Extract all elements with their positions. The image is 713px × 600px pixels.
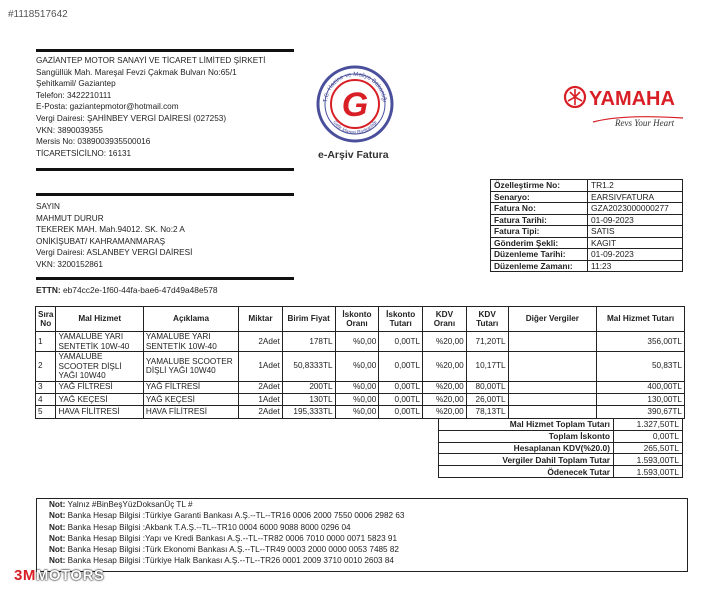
meta-value: 01-09-2023 — [588, 214, 683, 226]
seller-address-1: Sangüllük Mah. Mareşal Fevzi Çakmak Bulvarı No:65/1 — [36, 67, 237, 77]
meta-key: Fatura No: — [491, 203, 588, 215]
item-cell — [508, 406, 597, 418]
buyer-address-2: ONİKİŞUBAT/ KAHRAMANMARAŞ — [36, 236, 166, 246]
seller-mersis: Mersis No: 0389003935500016 — [36, 137, 151, 147]
item-cell: 0,00TL — [379, 406, 423, 418]
buyer-bottom-rule — [36, 277, 294, 280]
item-row — [36, 352, 685, 382]
meta-row — [491, 203, 683, 215]
item-cell: 1 — [36, 332, 56, 352]
item-cell: 2Adet — [239, 406, 283, 418]
item-cell: %20,00 — [423, 332, 467, 352]
seller-email: E-Posta: gaziantepmotor@hotmail.com — [36, 102, 179, 112]
item-cell — [508, 352, 597, 382]
totals-value: 1.593,00TL — [614, 454, 683, 466]
note-text: Banka Hesap Bilgisi :Türkiye Halk Bankası A.Ş.--TL--TR26 0001 2009 3710 0010 2603 84 — [67, 556, 394, 566]
meta-key: Fatura Tipi: — [491, 226, 588, 238]
item-cell: 0,00TL — [379, 381, 423, 393]
note-label: Not: — [49, 533, 66, 543]
gib-letter: G — [341, 86, 369, 124]
item-cell: YAĞ FİLTRESİ — [56, 381, 143, 393]
note-label: Not: — [49, 545, 66, 555]
item-cell: 0,00TL — [379, 393, 423, 405]
item-cell: YAMALUBE YARI SENTETİK 10W-40 — [143, 332, 238, 352]
totals-value: 265,50TL — [614, 442, 683, 454]
item-cell: 200TL — [282, 381, 335, 393]
item-cell — [508, 381, 597, 393]
items-header-cell: Sıra No — [36, 307, 56, 332]
totals-value: 1.593,00TL — [614, 466, 683, 478]
seller-trade-reg: TİCARETSİCİLNO: 16131 — [36, 148, 132, 158]
item-cell: 26,00TL — [466, 393, 508, 405]
meta-value: 11:23 — [588, 260, 683, 272]
note-line — [37, 533, 687, 544]
gib-seal-logo — [315, 64, 395, 144]
photo-id: #1118517642 — [8, 9, 68, 20]
item-cell: 195,333TL — [282, 406, 335, 418]
note-line — [37, 499, 687, 510]
item-cell: 390,67TL — [597, 406, 685, 418]
totals-key: Ödenecek Tutar — [439, 466, 614, 478]
seller-tax-office: Vergi Dairesi: ŞAHİNBEY VERGİ DAİRESİ (027253) — [36, 113, 227, 123]
note-label: Not: — [49, 556, 66, 566]
totals-key: Mal Hizmet Toplam Tutarı — [439, 419, 614, 431]
item-cell: 130,00TL — [597, 393, 685, 405]
invoice-meta-table — [490, 179, 683, 272]
item-cell: HAVA FİLİTRESİ — [56, 406, 143, 418]
meta-key: Senaryo: — [491, 191, 588, 203]
totals-row — [439, 454, 683, 466]
document-title: e-Arşiv Fatura — [318, 149, 389, 161]
item-row — [36, 381, 685, 393]
item-cell: YAĞ FİLTRESİ — [143, 381, 238, 393]
seller-phone: Telefon: 3422210111 — [36, 90, 112, 100]
seller-top-rule — [36, 49, 294, 52]
yamaha-tagline: Revs Your Heart — [615, 118, 675, 128]
items-header-cell: Diğer Vergiler — [508, 307, 597, 332]
item-cell: %20,00 — [423, 406, 467, 418]
item-cell: %20,00 — [423, 393, 467, 405]
item-cell: HAVA FİLİTRESİ — [143, 406, 238, 418]
item-cell: 2Adet — [239, 332, 283, 352]
item-cell: %0,00 — [335, 352, 379, 382]
buyer-top-rule — [36, 193, 294, 196]
meta-row — [491, 191, 683, 203]
item-row — [36, 332, 685, 352]
item-cell: 5 — [36, 406, 56, 418]
meta-row — [491, 249, 683, 261]
item-cell: %0,00 — [335, 406, 379, 418]
note-line — [37, 522, 687, 533]
note-label: Not: — [49, 500, 66, 509]
item-cell: %20,00 — [423, 381, 467, 393]
seller-name: GAZİANTEP MOTOR SANAYİ VE TİCARET LİMİTED ŞİRKETİ — [36, 56, 266, 65]
item-cell: 1Adet — [239, 393, 283, 405]
totals-table — [438, 418, 683, 478]
meta-key: Gönderim Şekli: — [491, 237, 588, 249]
meta-row — [491, 214, 683, 226]
note-text: Banka Hesap Bilgisi :Akbank T.A.Ş.--TL--TR10 0004 6000 9088 8000 0296 04 — [67, 522, 351, 532]
ettn-label: ETTN: — [36, 285, 61, 295]
item-cell: 80,00TL — [466, 381, 508, 393]
item-cell: %0,00 — [335, 381, 379, 393]
meta-value: GZA2023000000277 — [588, 203, 683, 215]
meta-value: SATIS — [588, 226, 683, 238]
item-cell: YAMALUBE SCOOTER DİŞLİ YAĞI 10W40 — [56, 352, 143, 382]
item-cell: %0,00 — [335, 393, 379, 405]
meta-value: KAGIT — [588, 237, 683, 249]
note-text: Banka Hesap Bilgisi :Yapı ve Kredi Bankası A.Ş.--TL--TR82 0006 7010 0000 0071 5823 91 — [67, 533, 398, 543]
item-cell: YAĞ KEÇESİ — [56, 393, 143, 405]
buyer-address-1: TEKEREK MAH. Mah.94012. SK. No:2 A — [36, 225, 185, 235]
item-cell: %0,00 — [335, 332, 379, 352]
buyer-block — [36, 201, 291, 271]
meta-value: EARSIVFATURA — [588, 191, 683, 203]
seller-bottom-rule — [36, 168, 294, 171]
yamaha-logo — [563, 80, 688, 132]
note-label: Not: — [49, 511, 66, 521]
items-header-cell: Birim Fiyat — [282, 307, 335, 332]
note-line — [37, 544, 687, 555]
item-cell: 1Adet — [239, 352, 283, 382]
item-cell: 178TL — [282, 332, 335, 352]
items-table — [35, 306, 685, 419]
item-cell: 4 — [36, 393, 56, 405]
item-cell: 50,83TL — [597, 352, 685, 382]
totals-key: Hesaplanan KDV(%20.0) — [439, 442, 614, 454]
meta-value: 01-09-2023 — [588, 249, 683, 261]
items-header-cell: Mal Hizmet — [56, 307, 143, 332]
note-label: Not: — [49, 522, 66, 532]
buyer-tax-office: Vergi Dairesi: ASLANBEY VERGİ DAİRESİ — [36, 248, 193, 258]
svg-text:T.C. Hazine ve Maliye Bakanlığ: T.C. Hazine ve Maliye Bakanlığı — [323, 71, 387, 103]
meta-value: TR1.2 — [588, 180, 683, 192]
svg-text:Gelir İdaresi Başkanlığı: Gelir İdaresi Başkanlığı — [331, 119, 379, 137]
item-row — [36, 393, 685, 405]
meta-key: Düzenleme Zamanı: — [491, 260, 588, 272]
item-cell: 78,13TL — [466, 406, 508, 418]
buyer-name: MAHMUT DURUR — [36, 213, 104, 223]
note-text: Banka Hesap Bilgisi :Türk Ekonomi Bankası A.Ş.--TL--TR49 0003 2000 0000 0053 7485 82 — [67, 545, 399, 555]
totals-row — [439, 466, 683, 478]
items-header-cell: Miktar — [239, 307, 283, 332]
items-header-cell: KDV Oranı — [423, 307, 467, 332]
items-header-cell: Açıklama — [143, 307, 238, 332]
seller-vkn: VKN: 3890039355 — [36, 125, 103, 135]
item-cell: 400,00TL — [597, 381, 685, 393]
items-header-cell: İskonto Oranı — [335, 307, 379, 332]
meta-key: Özelleştirme No: — [491, 180, 588, 192]
buyer-vkn: VKN: 3200152861 — [36, 259, 103, 269]
ettn-line — [36, 285, 218, 295]
item-cell: YAMALUBE YARI SENTETİK 10W-40 — [56, 332, 143, 352]
totals-key: Toplam İskonto — [439, 430, 614, 442]
totals-key: Vergiler Dahil Toplam Tutar — [439, 454, 614, 466]
note-line — [37, 555, 687, 566]
notes-box — [36, 498, 688, 572]
meta-row — [491, 260, 683, 272]
items-header-cell: Mal Hizmet Tutarı — [597, 307, 685, 332]
item-cell: 2Adet — [239, 381, 283, 393]
item-cell — [508, 393, 597, 405]
watermark-3mmotors: 3MMOTORS — [14, 567, 105, 584]
item-cell: 10,17TL — [466, 352, 508, 382]
meta-row — [491, 226, 683, 238]
meta-key: Fatura Tarihi: — [491, 214, 588, 226]
item-cell: %20,00 — [423, 352, 467, 382]
item-cell: 3 — [36, 381, 56, 393]
totals-value: 1.327,50TL — [614, 419, 683, 431]
yamaha-wordmark: YAMAHA — [589, 88, 675, 110]
note-text: Banka Hesap Bilgisi :Türkiye Garanti Bankası A.Ş.--TL--TR16 0006 2000 7550 0006 2982 63 — [67, 511, 405, 521]
item-cell — [508, 332, 597, 352]
totals-row — [439, 430, 683, 442]
item-cell: 356,00TL — [597, 332, 685, 352]
item-cell: 130TL — [282, 393, 335, 405]
item-cell: 0,00TL — [379, 332, 423, 352]
item-cell: 50,8333TL — [282, 352, 335, 382]
item-cell: 71,20TL — [466, 332, 508, 352]
totals-row — [439, 442, 683, 454]
meta-row — [491, 237, 683, 249]
note-line — [37, 510, 687, 521]
seller-block — [36, 55, 291, 159]
items-header-cell: İskonto Tutarı — [379, 307, 423, 332]
item-cell: 2 — [36, 352, 56, 382]
totals-row — [439, 419, 683, 431]
meta-key: Düzenleme Tarihi: — [491, 249, 588, 261]
totals-value: 0,00TL — [614, 430, 683, 442]
item-cell: 0,00TL — [379, 352, 423, 382]
items-header-cell: KDV Tutarı — [466, 307, 508, 332]
meta-row — [491, 180, 683, 192]
note-text: Yalnız #BinBeşYüzDoksanÜç TL # — [67, 500, 193, 509]
seller-address-2: Şehitkamil/ Gaziantep — [36, 79, 116, 89]
item-cell: YAĞ KEÇESİ — [143, 393, 238, 405]
item-cell: YAMALUBE SCOOTER DİŞLİ YAĞI 10W40 — [143, 352, 238, 382]
ettn-value: eb74cc2e-1f60-44fa-bae6-47d49a48e578 — [62, 285, 218, 295]
item-row — [36, 406, 685, 418]
buyer-salutation: SAYIN — [36, 202, 60, 211]
